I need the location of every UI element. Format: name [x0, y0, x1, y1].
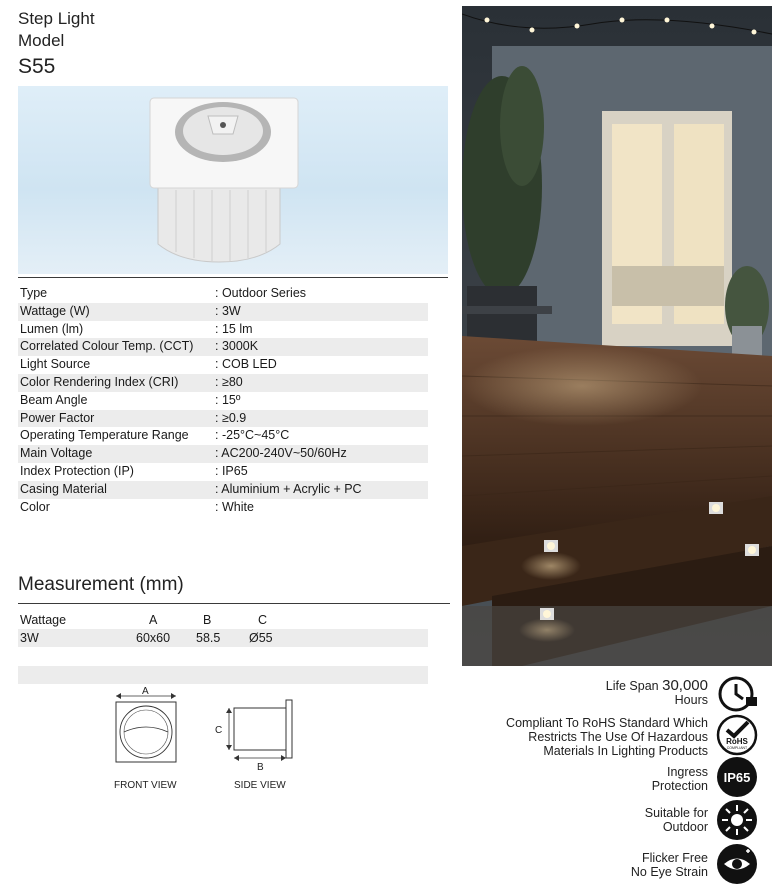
dim-b-label: B — [257, 762, 264, 773]
measurement-row — [18, 629, 428, 647]
ingress-line-1: Ingress — [667, 765, 708, 779]
spec-label: Beam Angle — [20, 392, 88, 407]
header-b: B — [203, 613, 212, 627]
spec-label: Color — [20, 499, 50, 514]
spec-label: Main Voltage — [20, 446, 93, 461]
spec-label: Casing Material — [20, 481, 107, 496]
spec-value: : IP65 — [215, 463, 248, 481]
spec-row — [18, 321, 428, 339]
spec-row — [18, 356, 428, 374]
spec-row — [18, 303, 428, 321]
cell-a: 60x60 — [136, 631, 171, 645]
spec-label: Lumen (lm) — [20, 321, 84, 336]
spec-value: : 3W — [215, 303, 241, 321]
divider — [18, 603, 450, 604]
spec-label: Index Protection (IP) — [20, 463, 134, 478]
header-wattage: Wattage — [20, 613, 67, 627]
rohs-badge: RoHS — [726, 737, 748, 746]
clock-icon — [716, 673, 758, 715]
feature-flicker — [631, 851, 708, 879]
divider — [18, 277, 448, 278]
model-label: Model — [18, 31, 65, 50]
spec-value: : 15 lm — [215, 321, 253, 339]
spec-row — [18, 285, 428, 303]
product-category: Step Light — [18, 9, 95, 28]
flicker-line-2: No Eye Strain — [630, 865, 708, 879]
side-view-label: SIDE VIEW — [234, 780, 286, 791]
rohs-line-2: Restricts The Use Of Hazardous — [528, 730, 708, 744]
front-view-label: FRONT VIEW — [114, 780, 177, 791]
measurement-table — [18, 611, 428, 647]
spec-label: Wattage (W) — [20, 303, 90, 318]
feature-life-span — [606, 679, 708, 707]
spec-row — [18, 427, 428, 445]
life-span-unit: Hours — [674, 693, 708, 707]
outdoor-line-2: Outdoor — [662, 820, 708, 834]
flicker-line-1: Flicker Free — [642, 851, 708, 865]
spec-value: : ≥0.9 — [215, 410, 246, 428]
cell-c: Ø55 — [249, 631, 273, 645]
dim-a-label: A — [142, 686, 149, 697]
spec-value: : COB LED — [215, 356, 277, 374]
feature-ingress — [652, 765, 708, 793]
ingress-line-2: Protection — [651, 779, 708, 793]
spec-row — [18, 481, 428, 499]
life-span-value: 30,000 — [662, 677, 708, 694]
rohs-line-3: Materials In Lighting Products — [543, 744, 708, 758]
installation-photo — [462, 6, 772, 666]
spec-row — [18, 499, 428, 517]
feature-rohs — [506, 716, 708, 758]
measurement-header-row — [18, 611, 428, 629]
header-a: A — [149, 613, 158, 627]
spec-label: Operating Temperature Range — [20, 428, 189, 443]
spec-label: Correlated Colour Temp. (CCT) — [20, 339, 194, 354]
model-number: S55 — [18, 55, 56, 78]
header-c: C — [258, 613, 268, 627]
spec-value: : -25°C~45°C — [215, 427, 289, 445]
cell-b: 58.5 — [196, 631, 221, 645]
sun-icon — [716, 799, 758, 841]
spec-table — [18, 285, 428, 516]
cell-wattage: 3W — [20, 631, 39, 645]
spec-row — [18, 392, 428, 410]
empty-row — [18, 666, 428, 684]
rohs-icon — [716, 714, 758, 756]
spec-row — [18, 463, 428, 481]
life-span-prefix: Life Span — [605, 679, 659, 693]
measurement-title: Measurement (mm) — [18, 574, 184, 595]
spec-label: Power Factor — [20, 410, 95, 425]
ip-badge: IP65 — [723, 770, 751, 785]
ip65-icon — [716, 756, 758, 798]
spec-row — [18, 445, 428, 463]
spec-value: : AC200-240V~50/60Hz — [215, 445, 347, 463]
dim-c-label: C — [215, 725, 223, 736]
spec-label: Type — [20, 286, 48, 300]
spec-value: : White — [215, 499, 254, 517]
spec-value: : 3000K — [215, 338, 258, 356]
spec-value: : Aluminium + Acrylic + PC — [215, 481, 362, 499]
spec-row — [18, 338, 428, 356]
spec-row — [18, 410, 428, 428]
spec-value: : ≥80 — [215, 374, 243, 392]
eye-icon — [716, 843, 758, 885]
outdoor-line-1: Suitable for — [644, 806, 708, 820]
spec-row — [18, 374, 428, 392]
rohs-line-1: Compliant To RoHS Standard Which — [506, 716, 708, 730]
spec-label: Color Rendering Index (CRI) — [20, 374, 179, 389]
spec-value: : 15º — [215, 392, 240, 410]
spec-value: : Outdoor Series — [215, 285, 306, 303]
spec-label: Light Source — [20, 357, 91, 372]
feature-outdoor — [645, 806, 708, 834]
product-image — [18, 86, 448, 274]
dimension-drawing — [100, 684, 310, 796]
rohs-badge-sub: COMPLIANT — [726, 746, 748, 750]
